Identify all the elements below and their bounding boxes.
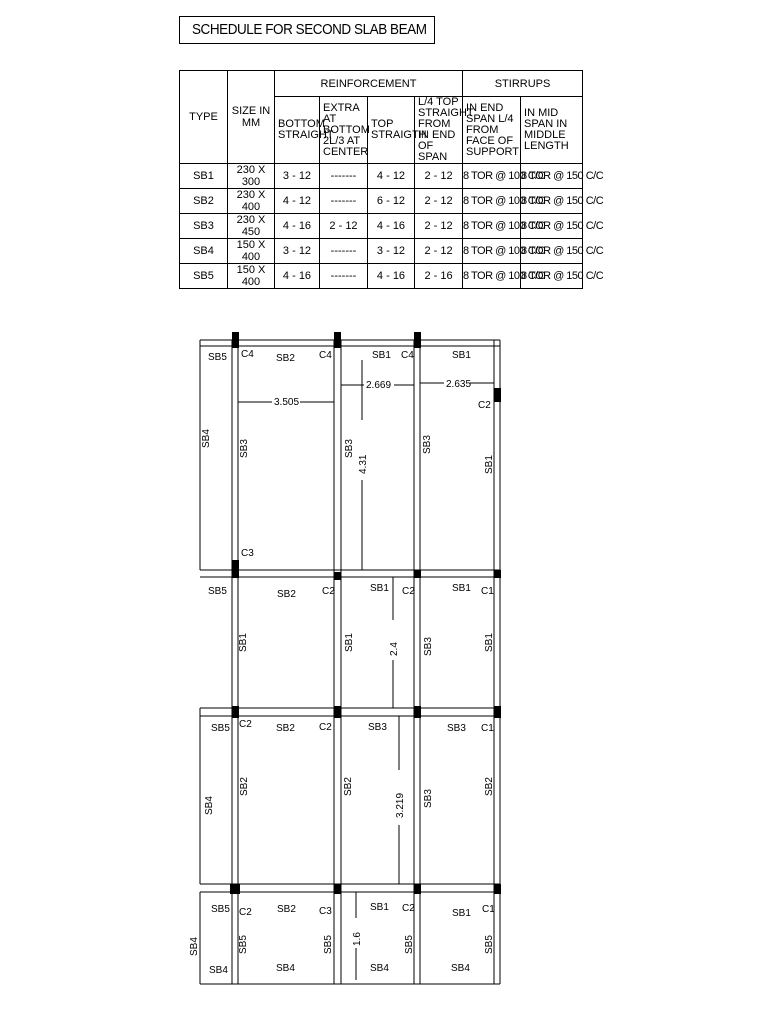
cell-size: 150 X 400 <box>228 264 275 289</box>
r3-sb3c: SB3 <box>423 789 434 808</box>
r1-dim-2635: 2.635 <box>446 379 472 390</box>
r1-dim-2669: 2.669 <box>366 380 392 391</box>
cell-size: 230 X 300 <box>228 164 275 189</box>
cell-extra: ------- <box>320 164 368 189</box>
cell-l4top: 2 - 12 <box>415 164 463 189</box>
r3-sb5: SB5 <box>211 723 230 734</box>
cell-extra: ------- <box>320 264 368 289</box>
r2-sb2: SB2 <box>277 589 296 600</box>
header-extra-bottom: EXTRA AT BOTTOM 2L/3 AT CENTER <box>320 97 368 164</box>
r4-sb5d: SB5 <box>484 935 495 954</box>
schedule-title: SCHEDULE FOR SECOND SLAB BEAM <box>192 21 427 38</box>
cell-l4top: 2 - 12 <box>415 239 463 264</box>
cell-bottom: 3 - 12 <box>275 239 320 264</box>
r2-sb5: SB5 <box>208 586 227 597</box>
r1-sb1c: SB1 <box>484 455 495 474</box>
r2-sb3: SB3 <box>423 637 434 656</box>
cell-end-span: 8 TOR @ 100 C/C <box>463 214 521 239</box>
cell-type: SB1 <box>180 164 228 189</box>
cell-top: 4 - 16 <box>368 214 415 239</box>
r4-sb2: SB2 <box>277 904 296 915</box>
r2-c2a: C2 <box>322 586 335 597</box>
r3-dim-3219: 3.219 <box>395 792 406 818</box>
cell-mid-span: 8 TOR @ 150 C/C <box>521 189 583 214</box>
cell-size: 230 X 400 <box>228 189 275 214</box>
cell-end-span: 8 TOR @ 100 C/C <box>463 264 521 289</box>
r1-c4c: C4 <box>401 350 414 361</box>
r1-sb3b: SB3 <box>344 439 355 458</box>
r1-sb5: SB5 <box>208 352 227 363</box>
r3-sb3a: SB3 <box>368 722 387 733</box>
r3-c2b: C2 <box>319 722 332 733</box>
r4-sb4d: SB4 <box>451 963 470 974</box>
r4-c2b: C2 <box>402 903 415 914</box>
header-size: SIZE IN MM <box>228 71 275 164</box>
cell-mid-span: 8 TOR @ 150 C/C <box>521 264 583 289</box>
r1-dim-431: 4.31 <box>358 454 369 474</box>
r4-sb4b: SB4 <box>276 963 295 974</box>
cell-extra: ------- <box>320 189 368 214</box>
r1-sb4: SB4 <box>201 429 212 448</box>
cell-bottom: 4 - 16 <box>275 214 320 239</box>
cell-mid-span: 8 TOR @ 150 C/C <box>521 214 583 239</box>
cell-extra: 2 - 12 <box>320 214 368 239</box>
header-mid-span: IN MID SPAN IN MIDDLE LENGTH <box>521 97 583 164</box>
r4-c1: C1 <box>482 904 495 915</box>
cell-bottom: 3 - 12 <box>275 164 320 189</box>
r3-sb2c: SB2 <box>484 777 495 796</box>
r4-sb4a: SB4 <box>209 965 228 976</box>
r4-sb5: SB5 <box>211 904 230 915</box>
cell-l4top: 2 - 16 <box>415 264 463 289</box>
r4-sb4c: SB4 <box>370 963 389 974</box>
r4-c3: C3 <box>319 906 332 917</box>
cell-top: 4 - 12 <box>368 164 415 189</box>
r4-sb1a: SB1 <box>370 902 389 913</box>
cell-bottom: 4 - 12 <box>275 189 320 214</box>
header-l4-top: L/4 TOP STRAIGHT FROM IN END OF SPAN <box>415 97 463 164</box>
header-type: TYPE <box>180 71 228 164</box>
r4-c2a: C2 <box>239 907 252 918</box>
r2-sb1a: SB1 <box>370 583 389 594</box>
r2-sb1d: SB1 <box>344 633 355 652</box>
r4-sb5c: SB5 <box>404 935 415 954</box>
r4-sb1b: SB1 <box>452 908 471 919</box>
r1-dim-3505: 3.505 <box>274 397 300 408</box>
cell-size: 150 X 400 <box>228 239 275 264</box>
r3-sb2a: SB2 <box>239 777 250 796</box>
r3-sb4: SB4 <box>204 796 215 815</box>
cell-end-span: 8 TOR @ 100 C/C <box>463 164 521 189</box>
cell-end-span: 8 TOR @ 100 C/C <box>463 239 521 264</box>
r1-sb1b: SB1 <box>452 350 471 361</box>
r2-sb1e: SB1 <box>484 633 495 652</box>
cell-top: 3 - 12 <box>368 239 415 264</box>
header-bottom-straight: BOTTOM STRAIGHT <box>275 97 320 164</box>
r4-sb4-vertical: SB4 <box>189 937 200 956</box>
cell-type: SB3 <box>180 214 228 239</box>
column-blocks <box>230 332 501 894</box>
cell-mid-span: 8 TOR @ 150 C/C <box>521 239 583 264</box>
r4-dim-16: 1.6 <box>352 932 363 946</box>
r1-c4b: C4 <box>319 350 332 361</box>
cell-top: 6 - 12 <box>368 189 415 214</box>
header-stirrups: STIRRUPS <box>463 71 583 97</box>
r3-sb3b: SB3 <box>447 723 466 734</box>
cell-size: 230 X 450 <box>228 214 275 239</box>
r4-sb5b: SB5 <box>323 935 334 954</box>
r3-c1: C1 <box>481 723 494 734</box>
cell-bottom: 4 - 16 <box>275 264 320 289</box>
r1-sb3a: SB3 <box>239 439 250 458</box>
cell-type: SB2 <box>180 189 228 214</box>
cell-extra: ------- <box>320 239 368 264</box>
r2-c1: C1 <box>481 586 494 597</box>
r2-sb1b: SB1 <box>452 583 471 594</box>
cell-l4top: 2 - 12 <box>415 189 463 214</box>
r2-c2b: C2 <box>402 586 415 597</box>
cell-mid-span: 8 TOR @ 150 C/C <box>521 164 583 189</box>
cell-type: SB4 <box>180 239 228 264</box>
r1-sb1a: SB1 <box>372 350 391 361</box>
cell-end-span: 8 TOR @ 100 C/C <box>463 189 521 214</box>
r3-c2a: C2 <box>239 719 252 730</box>
r1-sb2: SB2 <box>276 353 295 364</box>
r4-sb5a: SB5 <box>238 935 249 954</box>
r1-c4a: C4 <box>241 349 254 360</box>
cell-l4top: 2 - 12 <box>415 214 463 239</box>
r1-sb3c: SB3 <box>422 435 433 454</box>
cell-type: SB5 <box>180 264 228 289</box>
r1-c2: C2 <box>478 400 491 411</box>
r2-dim-24: 2.4 <box>389 642 400 656</box>
header-top-straight: TOP STRAIGTH <box>368 97 415 164</box>
cell-top: 4 - 16 <box>368 264 415 289</box>
plan-beam-lines <box>200 340 500 984</box>
r2-sb1c: SB1 <box>238 633 249 652</box>
r3-sb2b: SB2 <box>343 777 354 796</box>
r3-sb2: SB2 <box>276 723 295 734</box>
r1-c3: C3 <box>241 548 254 559</box>
header-end-span: IN END SPAN L/4 FROM FACE OF SUPPORT <box>463 97 521 164</box>
header-reinforcement: REINFORCEMENT <box>275 71 463 97</box>
